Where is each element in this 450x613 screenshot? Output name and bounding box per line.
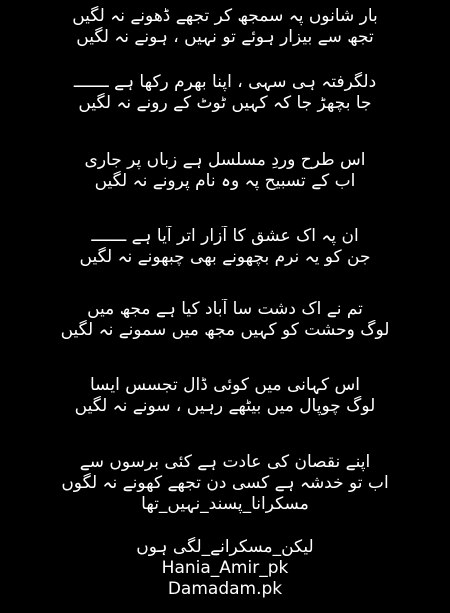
stanza-4: [0, 226, 450, 268]
poem-line: اس کہانی میں کوئی ڈال تجسس ایسا: [90, 375, 360, 395]
author-handle: Hania_Amir_pk: [161, 558, 289, 578]
footer: [0, 537, 450, 600]
poem-line: اب تو خدشہ ہے کسی دن تجھے کھونے نہ لگوں: [61, 473, 389, 493]
poem-line: اس طرح وردِ مسلسل ہے زباں پر جاری: [84, 150, 366, 170]
poem-line: لوگ چوپال میں بیٹھے رہیں ، سونے نہ لگیں: [74, 396, 376, 416]
poem-line: ان پہ اک عشق کا آزار اتر آیا ہے ـــــــ: [91, 226, 359, 246]
poem-line: لوگ وحشت کو کہیں مجھ میں سمونے نہ لگیں: [60, 320, 390, 340]
poem-line: اب کے تسبیح پہ وہ نام پرونے نہ لگیں: [94, 171, 356, 191]
stanza-2: [0, 72, 450, 114]
poem-line: مسکرانا_پسند_نہیں_تھا: [141, 494, 309, 514]
poem-line: جن کو یہ نرم بچھونے بھی چبھونے نہ لگیں: [79, 247, 371, 267]
closing-line: لیکن_مسکرانے_لگی ہوں: [136, 537, 314, 557]
poem-line: بار شانوں پہ سمجھ کر تجھے ڈھونے نہ لگیں: [72, 6, 378, 26]
poem-line: دلگرفتہ ہی سہی ، اپنا بھرم رکھا ہے ـــــــ: [73, 72, 377, 92]
site-watermark: Damadam.pk: [167, 579, 283, 599]
stanza-7: [0, 452, 450, 515]
stanza-5: [0, 299, 450, 341]
poem-line: تم نے اک دشت سا آباد کیا ہے مجھ میں: [87, 299, 363, 319]
poem-line: جا بچھڑ جا کہ کہیں ٹوٹ کے رونے نہ لگیں: [78, 93, 372, 113]
stanza-1: [0, 6, 450, 48]
poem-line: اپنے نقصان کی عادت ہے کئی برسوں سے: [79, 452, 371, 472]
stanza-6: [0, 375, 450, 417]
stanza-3: [0, 150, 450, 192]
poem-line: تجھ سے بیزار ہوئے تو نہیں ، ہونے نہ لگیں: [76, 27, 374, 47]
